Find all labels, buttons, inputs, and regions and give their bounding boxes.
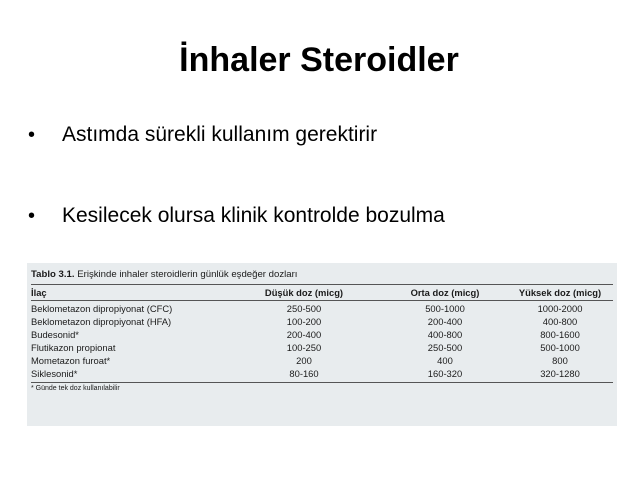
cell-low-dose: 80-160 [289,368,319,379]
table-caption-text: Erişkinde inhaler steroidlerin günlük eşdeğer dozları [77,269,298,280]
cell-drug: Budesonid* [31,329,79,340]
cell-high-dose: 400-800 [542,316,578,327]
cell-medium-dose: 200-400 [427,316,463,327]
table-bottom-rule [31,382,613,383]
cell-low-dose: 100-200 [286,316,322,327]
cell-drug: Beklometazon dipropiyonat (CFC) [31,303,173,314]
header-drug: İlaç [31,287,47,298]
table-footnote: * Günde tek doz kullanılabilir [31,385,120,392]
cell-medium-dose: 160-320 [427,368,463,379]
cell-drug: Siklesonid* [31,368,78,379]
table-top-rule [31,284,613,285]
table-header-rule [31,300,613,301]
cell-medium-dose: 400-800 [427,329,463,340]
cell-low-dose: 200-400 [286,329,322,340]
cell-high-dose: 1000-2000 [537,303,583,314]
table-row [31,328,613,341]
table-row [31,354,613,367]
cell-high-dose: 800 [552,355,568,366]
bullet-list [26,116,626,235]
cell-low-dose: 100-250 [286,342,322,353]
table-row [31,367,613,380]
cell-medium-dose: 250-500 [427,342,463,353]
cell-drug: Mometazon furoat* [31,355,111,366]
slide-title: İnhaler Steroidler [179,41,459,79]
dose-table-image [27,263,617,426]
bullet-item [26,197,626,235]
bullet-text: Astımda sürekli kullanım gerektirir [62,123,378,146]
cell-medium-dose: 500-1000 [425,303,465,314]
cell-high-dose: 320-1280 [540,368,580,379]
table-row [31,315,613,328]
bullet-text: Kesilecek olursa klinik kontrolde bozulma [62,204,445,227]
header-medium-dose: Orta doz (micg) [410,287,480,298]
cell-low-dose: 200 [296,355,312,366]
table-header-row [31,286,613,299]
bullet-marker: • [28,205,36,227]
table-row [31,302,613,315]
cell-medium-dose: 400 [437,355,453,366]
table-caption-number: Tablo 3.1. [31,269,75,280]
cell-drug: Flutikazon propionat [31,342,116,353]
table-row [31,341,613,354]
cell-high-dose: 800-1600 [540,329,580,340]
header-high-dose: Yüksek doz (micg) [518,287,602,298]
bullet-item [26,116,626,154]
cell-drug: Beklometazon dipropiyonat (HFA) [31,316,172,327]
table-caption [31,269,297,280]
bullet-marker: • [28,124,36,146]
cell-high-dose: 500-1000 [540,342,580,353]
cell-low-dose: 250-500 [286,303,322,314]
header-low-dose: Düşük doz (micg) [264,287,344,298]
